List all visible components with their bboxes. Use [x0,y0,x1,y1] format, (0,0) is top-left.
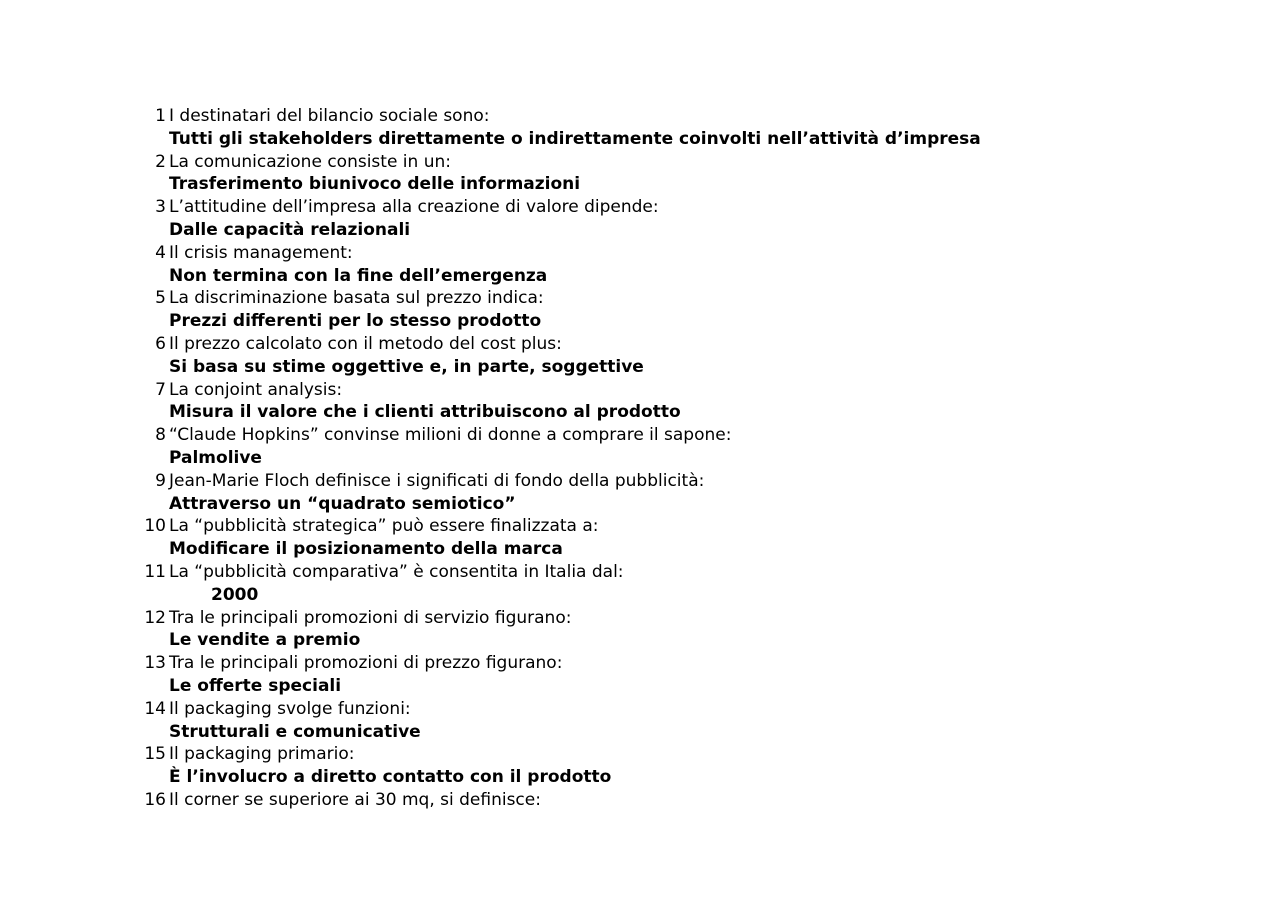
question-text: La “pubblicità comparativa” è consentita in Italia dal: [169,561,624,582]
question-text: La comunicazione consiste in un: [169,151,451,172]
question-number: 15 [144,744,166,765]
answer-text: Modificare il posizionamento della marca [169,539,563,560]
answer-row [0,173,1280,196]
answer-row [0,356,1280,379]
answer-text: Le offerte speciali [169,675,342,696]
question-row [0,151,1280,174]
answer-row [0,219,1280,242]
question-number: 16 [144,789,166,810]
answer-row [0,584,1280,607]
answer-row [0,265,1280,288]
answer-row [0,310,1280,333]
question-number: 10 [144,516,166,537]
question-text: Tra le principali promozioni di prezzo figurano: [169,653,563,674]
answer-text: Prezzi differenti per lo stesso prodotto [169,311,542,332]
answer-text: 2000 [211,584,259,605]
answer-text: Si basa su stime oggettive e, in parte, soggettive [169,356,644,377]
answer-text: Non termina con la fine dell’emergenza [169,265,548,286]
answer-row [0,447,1280,470]
question-text: La conjoint analysis: [169,379,343,400]
answer-row [0,721,1280,744]
question-number: 7 [155,379,166,400]
question-row [0,698,1280,721]
question-row [0,652,1280,675]
question-text: Il corner se superiore ai 30 mq, si definisce: [169,789,541,810]
answer-text: Attraverso un “quadrato semiotico” [169,493,516,514]
question-number: 14 [144,698,166,719]
question-row [0,196,1280,219]
question-row [0,470,1280,493]
question-text: La discriminazione basata sul prezzo indica: [169,288,544,309]
answer-text: Trasferimento biunivoco delle informazioni [169,174,581,195]
question-row [0,105,1280,128]
quiz-document [0,105,1280,812]
answer-row [0,128,1280,151]
question-number: 4 [155,242,166,263]
question-text: Il crisis management: [169,242,353,263]
question-row [0,515,1280,538]
question-number: 13 [144,653,166,674]
question-text: Il packaging primario: [169,744,355,765]
question-text: Tra le principali promozioni di servizio figurano: [169,607,572,628]
answer-text: È l’involucro a diretto contatto con il prodotto [169,767,612,788]
question-text: Il packaging svolge funzioni: [169,698,411,719]
answer-text: Tutti gli stakeholders direttamente o indirettamente coinvolti nell’attività d’impresa [169,128,981,149]
answer-text: Le vendite a premio [169,630,361,651]
question-number: 6 [155,333,166,354]
question-text: Il prezzo calcolato con il metodo del cost plus: [169,333,562,354]
answer-row [0,538,1280,561]
question-number: 11 [144,561,166,582]
question-number: 9 [155,470,166,491]
question-row [0,789,1280,812]
answer-text: Palmolive [169,447,262,468]
answer-text: Misura il valore che i clienti attribuiscono al prodotto [169,402,681,423]
question-row [0,743,1280,766]
question-row [0,424,1280,447]
question-number: 2 [155,151,166,172]
question-text: “Claude Hopkins” convinse milioni di donne a comprare il sapone: [169,425,732,446]
question-number: 1 [155,106,166,126]
answer-row [0,493,1280,516]
question-text: Jean-Marie Floch definisce i significati di fondo della pubblicità: [169,470,705,491]
question-number: 8 [155,425,166,446]
question-number: 3 [155,197,166,218]
question-row [0,287,1280,310]
answer-row [0,401,1280,424]
answer-text: Dalle capacità relazionali [169,219,411,240]
answer-row [0,766,1280,789]
question-row [0,561,1280,584]
question-text: La “pubblicità strategica” può essere finalizzata a: [169,516,599,537]
question-number: 12 [144,607,166,628]
answer-row [0,629,1280,652]
question-row [0,379,1280,402]
question-row [0,242,1280,265]
question-text: L’attitudine dell’impresa alla creazione di valore dipende: [169,197,659,218]
question-text: I destinatari del bilancio sociale sono: [169,106,490,126]
question-row [0,607,1280,630]
question-row [0,333,1280,356]
answer-row [0,675,1280,698]
answer-text: Strutturali e comunicative [169,721,421,742]
question-number: 5 [155,288,166,309]
